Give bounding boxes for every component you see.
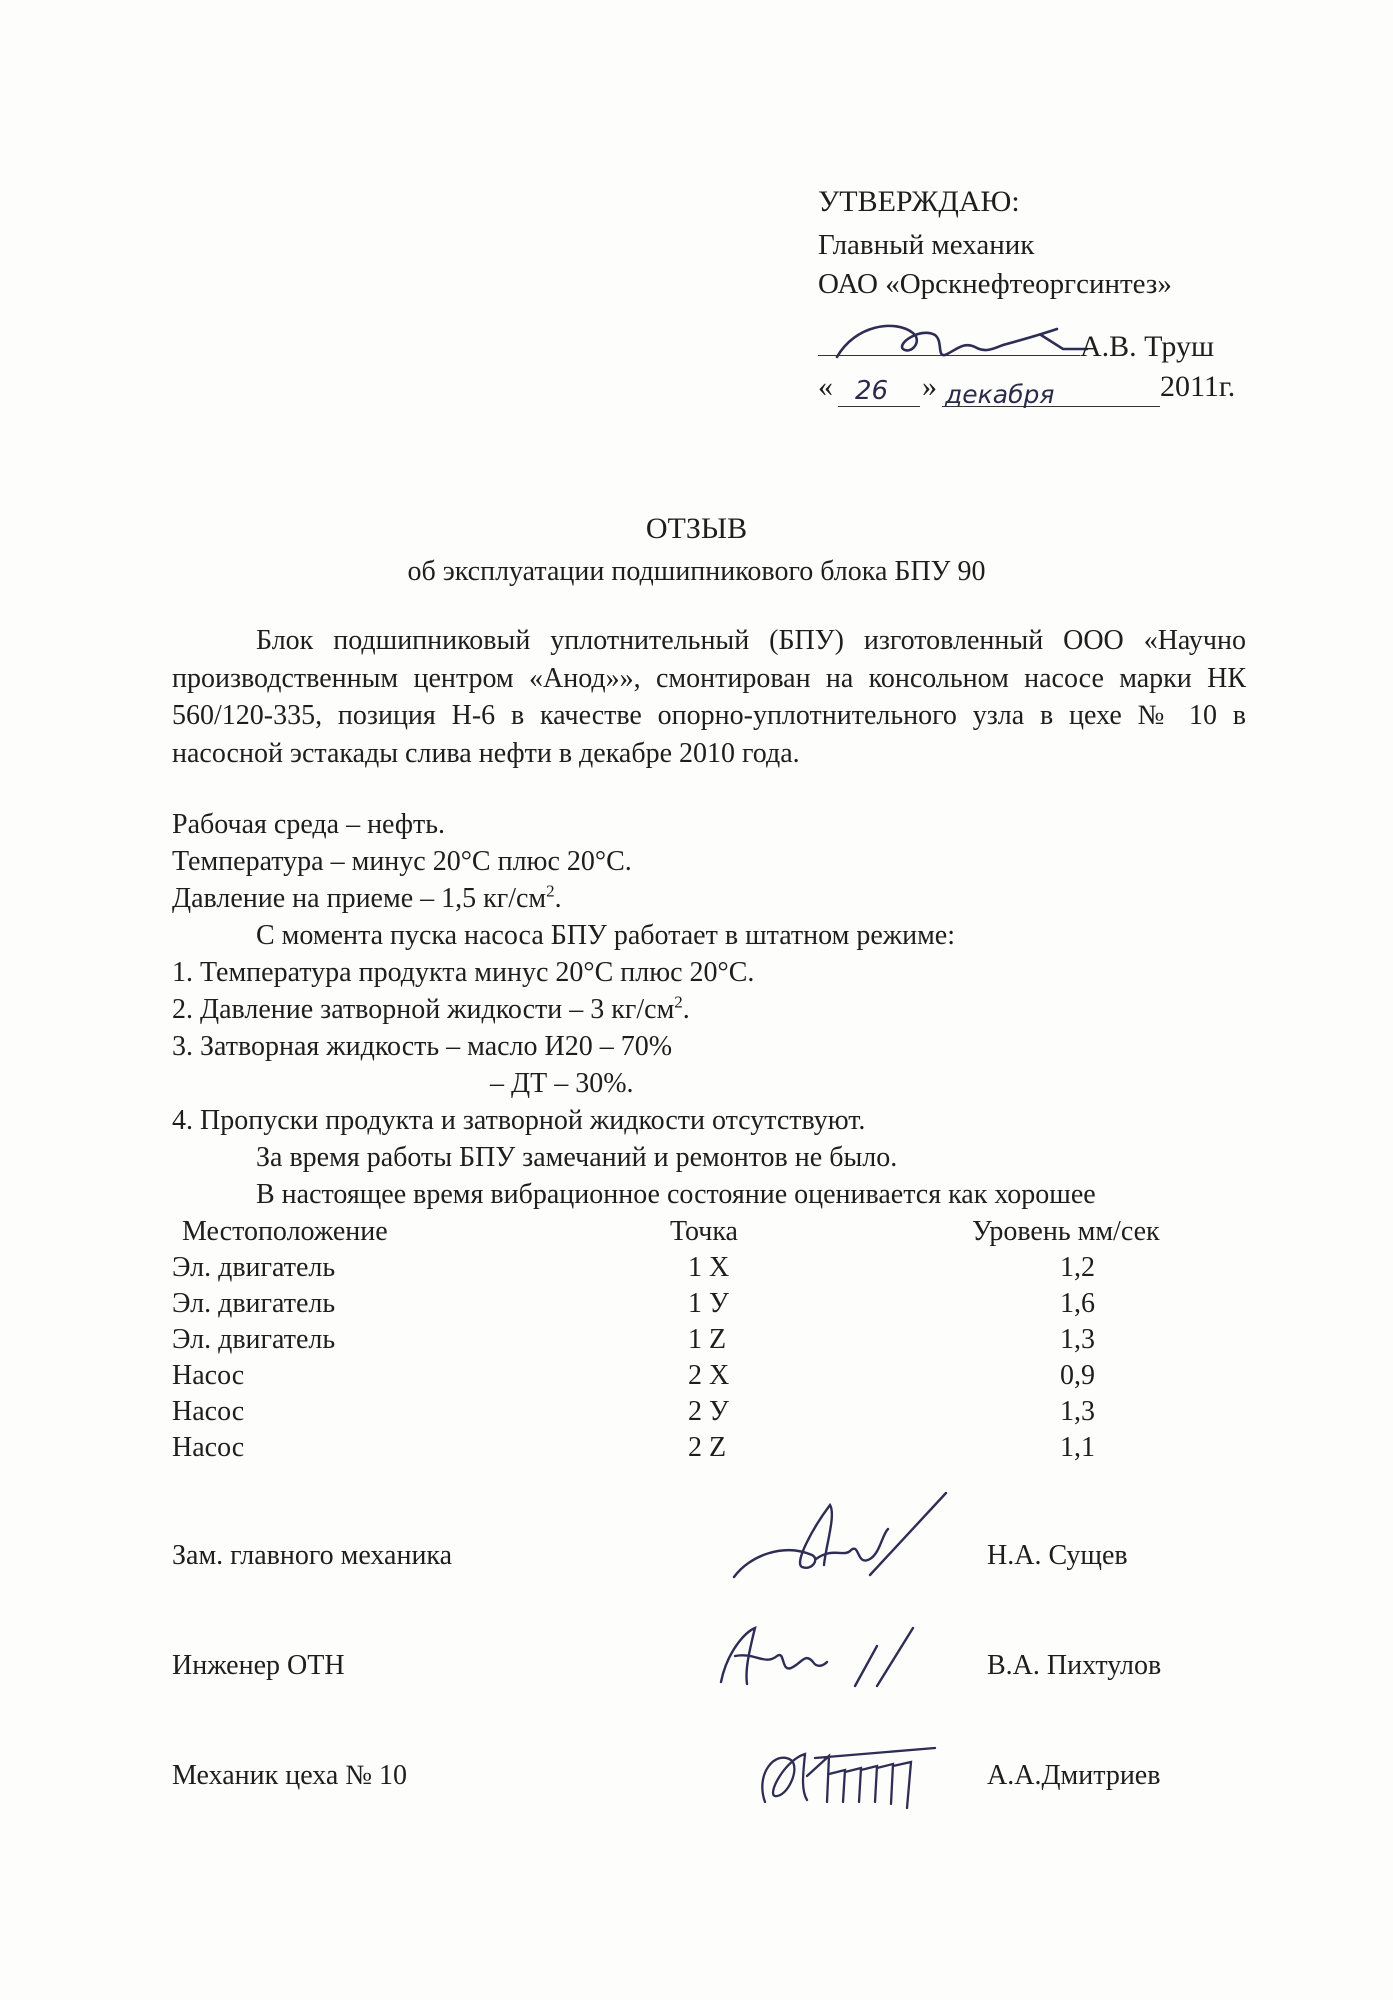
pressure-text: Давление на приеме – 1,5 кг/см — [172, 883, 547, 914]
table-cell-level: 0,9 — [1060, 1360, 1095, 1391]
table-cell-location: Эл. двигатель — [172, 1324, 336, 1355]
approval-signature-line — [818, 355, 1080, 356]
approval-position: Главный механик — [818, 229, 1035, 261]
table-cell-location: Насос — [172, 1432, 245, 1463]
approval-date-day: 26 — [855, 376, 889, 406]
table-cell-point: 2 У — [688, 1396, 729, 1427]
item-2-exponent: 2 — [674, 992, 683, 1012]
no-remarks-line: За время работы БПУ замечаний и ремонтов не было. — [256, 1142, 898, 1173]
pressure-unit-exponent: 2 — [546, 881, 555, 901]
signature-row — [172, 1650, 1292, 1710]
table-cell-level: 1,2 — [1060, 1252, 1095, 1283]
approval-title: УТВЕРЖДАЮ: — [818, 185, 1020, 218]
table-header-location: Местоположение — [182, 1216, 388, 1247]
table-cell-location: Эл. двигатель — [172, 1288, 336, 1319]
signature-position: Инженер ОТН — [172, 1650, 345, 1681]
approval-date-month: декабря — [945, 380, 1055, 409]
table-row — [172, 1360, 1232, 1396]
table-cell-point: 1 Х — [688, 1252, 730, 1283]
signature-row — [172, 1760, 1292, 1820]
temperature-line: Температура – минус 20°С плюс 20°С. — [172, 846, 632, 877]
table-cell-location: Насос — [172, 1396, 245, 1427]
item-1: 1. Температура продукта минус 20°С плюс 20°С. — [172, 957, 755, 988]
table-cell-level: 1,3 — [1060, 1396, 1095, 1427]
table-cell-location: Насос — [172, 1360, 245, 1391]
item-2-end: . — [682, 994, 690, 1025]
signature-name: А.А.Дмитриев — [987, 1760, 1161, 1791]
approval-signature-mark — [825, 305, 1095, 375]
pressure-end: . — [554, 883, 562, 914]
approval-date-close-quote: » — [922, 370, 937, 403]
table-cell-level: 1,6 — [1060, 1288, 1095, 1319]
since-start-line: С момента пуска насоса БПУ работает в штатном режиме: — [256, 920, 956, 951]
signature-name: В.А. Пихтулов — [987, 1650, 1162, 1681]
document-title: ОТЗЫВ — [645, 512, 748, 545]
item-4: 4. Пропуски продукта и затворной жидкости отсутствуют. — [172, 1105, 866, 1136]
item-3: 3. Затворная жидкость – масло И20 – 70% — [172, 1031, 673, 1062]
table-row — [172, 1252, 1232, 1288]
table-row — [172, 1288, 1232, 1324]
table-row — [172, 1324, 1232, 1360]
table-cell-point: 1 У — [688, 1288, 729, 1319]
table-header-row — [172, 1216, 1232, 1252]
approval-date-year: 2011г. — [1160, 370, 1236, 403]
table-cell-point: 1 Z — [688, 1324, 727, 1355]
approval-signer: А.В. Труш — [1080, 330, 1215, 363]
table-cell-level: 1,1 — [1060, 1432, 1095, 1463]
signature-row — [172, 1540, 1292, 1600]
item-3-continued: – ДТ – 30%. — [490, 1068, 634, 1099]
table-row — [172, 1396, 1232, 1432]
date-day-line — [838, 406, 920, 407]
table-cell-location: Эл. двигатель — [172, 1252, 336, 1283]
approval-date-open-quote: « — [818, 370, 833, 403]
item-2 — [172, 994, 690, 1026]
document-subtitle: об эксплуатации подшипникового блока БПУ 90 — [407, 556, 986, 587]
intro-paragraph: Блок подшипниковый уплотнительный (БПУ) изготовленный ООО «Научно производственным центром «Анод»», смонтирован на консольном насосе марки НК 560/120-335, позиция Н-6 в качестве опорно-уплотнительного узла в цехе № 10 в насосной эстакады слива нефти в декабре 2010 года. — [172, 625, 1246, 769]
table-header-level: Уровень мм/сек — [972, 1216, 1160, 1247]
table-cell-point: 2 Z — [688, 1432, 727, 1463]
pressure-line — [172, 883, 562, 915]
vibration-line: В настоящее время вибрационное состояние оценивается как хорошее — [256, 1179, 1096, 1210]
approval-organization: ОАО «Орскнефтеоргсинтез» — [818, 268, 1172, 300]
signature-position: Зам. главного механика — [172, 1540, 453, 1571]
item-2-text: 2. Давление затворной жидкости – 3 кг/см — [172, 994, 675, 1025]
signature-name: Н.А. Сущев — [987, 1540, 1128, 1571]
table-cell-point: 2 Х — [688, 1360, 730, 1391]
table-row — [172, 1432, 1232, 1468]
table-header-point: Точка — [670, 1216, 738, 1247]
signature-position: Механик цеха № 10 — [172, 1760, 408, 1791]
table-cell-level: 1,3 — [1060, 1324, 1095, 1355]
medium-line: Рабочая среда – нефть. — [172, 809, 445, 840]
